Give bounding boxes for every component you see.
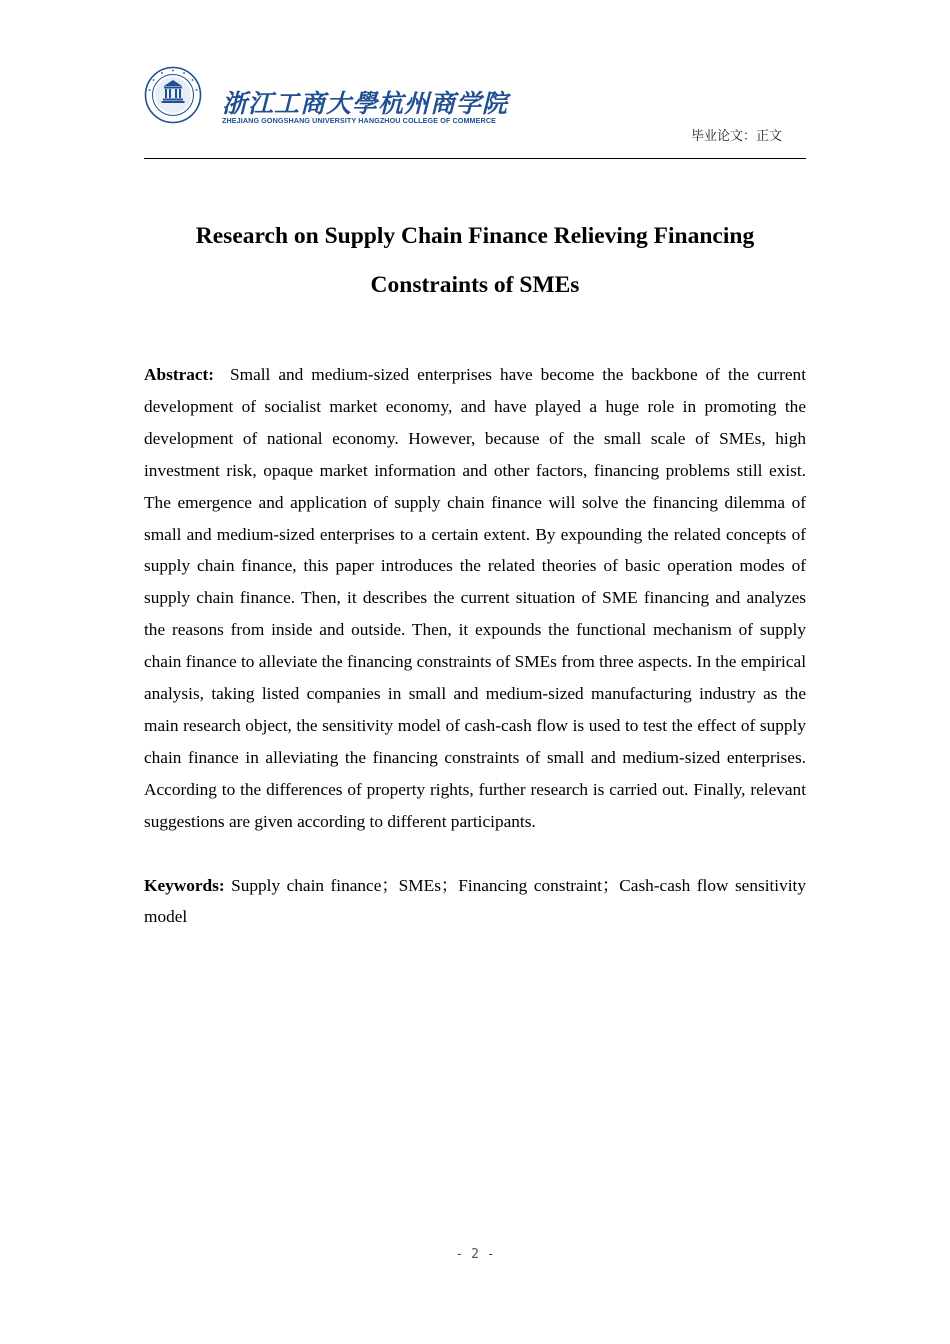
abstract-paragraph	[144, 359, 806, 838]
university-logo-english: ZHEJIANG GONGSHANG UNIVERSITY HANGZHOU COLLEGE OF COMMERCE	[222, 116, 497, 125]
university-seal-logo	[144, 66, 202, 124]
keywords-text: Supply chain finance；SMEs；Financing constraint；Cash-cash flow sensitivity model	[144, 876, 806, 927]
keywords-label: Keywords:	[144, 876, 225, 895]
paper-title: Research on Supply Chain Finance Relieving Financing Constraints of SMEs	[195, 223, 755, 298]
abstract-label: Abstract:	[144, 365, 215, 384]
keywords-paragraph	[144, 870, 806, 933]
abstract-text: Small and medium-sized enterprises have become the backbone of the current development of socialist market economy, and have played a huge role in promoting the development of national economy. However, because of the small scale of SMEs, high investment risk, opaque market information and other factors, financing problems still exist. The emergence and application of supply chain finance will solve the financing dilemma of small and medium-sized enterprises to a certain extent. By expounding the related concepts of supply chain finance, this paper introduces the related theories of basic operation modes of supply chain finance. Then, it describes the current situation of SME financing and analyzes the reasons from inside and outside. Then, it expounds the functional mechanism of supply chain finance to alleviate the financing constraints of SMEs from three aspects. In the empirical analysis, taking listed companies in small and medium-sized manufacturing industry as the main research object, the sensitivity model of cash-cash flow is used to test the effect of supply chain finance in alleviating the financing constraints of small and medium-sized enterprises. According to the differences of property rights, further research is carried out. Finally, relevant suggestions are given according to different participants.	[144, 365, 807, 831]
header-section-label: 毕业论文：正文	[690, 129, 782, 144]
page-number: - 2 -	[455, 1247, 495, 1262]
university-logo-chinese: 浙江工商大學杭州商学院	[222, 89, 509, 118]
page-header	[144, 64, 806, 159]
